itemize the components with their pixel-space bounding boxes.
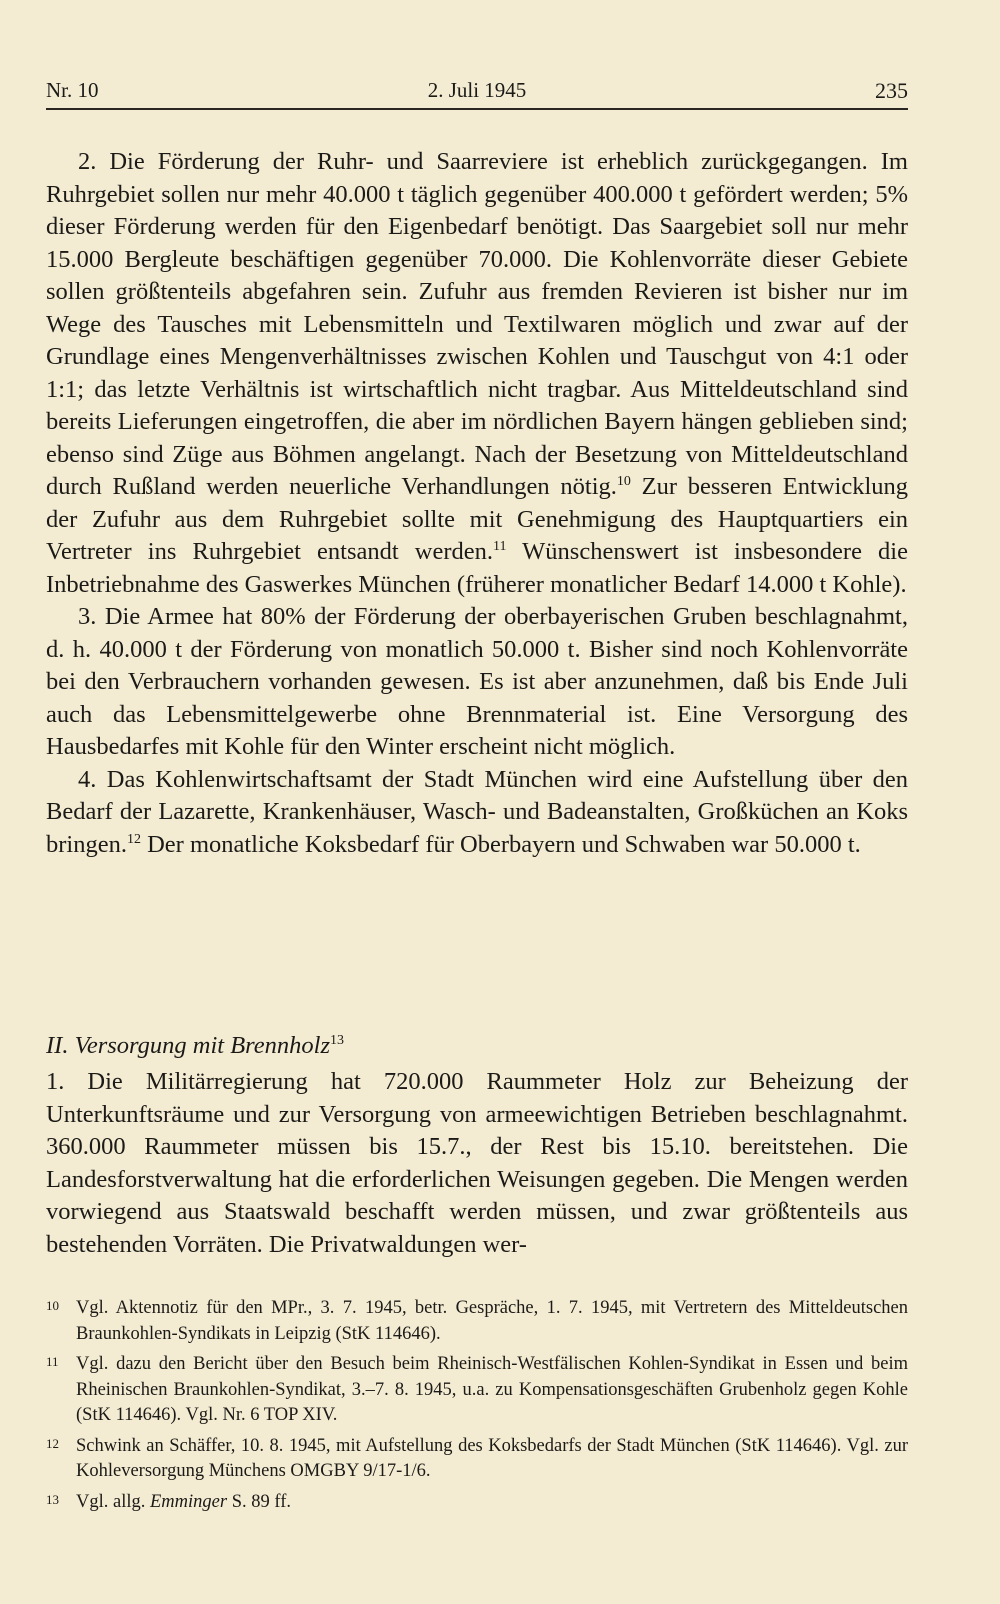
footnote-10 (46, 1296, 908, 1347)
footnote-text-end: S. 89 ff. (227, 1491, 291, 1512)
footnote-number: 13 (46, 1491, 59, 1507)
footnote-ref-11: 11 (493, 539, 507, 554)
footnote-text (76, 1492, 291, 1512)
paragraph-2-text: 2. Die Förderung der Ruhr- und Saarreviere ist erheblich zurückgegangen. Im Ruhrgebiet sollen nur mehr 40.000 t täglich gegenüber 400.000 t gefördert werden; 5% dieser Förderung werden für den Eigenbedarf benötigt. Das Saargebiet soll nur mehr 15.000 Bergleute beschäftigen gegenüber 70.000. Die Kohlenvorräte dieser Gebiete sollen größtenteils abgefahren sein. Zufuhr aus fremden Revieren ist bisher nur im Wege des Tausches mit Lebensmitteln und Textilwaren möglich und zwar auf der Grundlage eines Mengenverhältnisses zwischen Kohlen und Tauschgut von 4:1 oder 1:1; das letzte Verhältnis ist wirtschaftlich nicht tragbar. Aus Mitteldeutschland sind bereits Lieferungen eingetroffen, die aber im nördlichen Bayern hängen geblieben sind; ebenso sind Züge aus Böhmen angelangt. Nach der Besetzung von Mitteldeutschland durch Rußland werden neuerliche Verhandlungen nötig. (46, 148, 908, 500)
footnote-number: 12 (46, 1435, 59, 1451)
paragraph-2-continued: Zur besseren Entwicklung der Zufuhr aus dem Ruhrgebiet sollte mit Genehmigung des Hauptquartiers ein Vertreter ins Ruhrgebiet entsandt werden. (46, 473, 908, 565)
paragraph-4-text: 4. Das Kohlenwirtschaftsamt der Stadt München wird eine Aufstellung über den Bedarf der Lazarette, Krankenhäuser, Wasch- und Badeanstalten, Großküchen an Koks bringen. (46, 765, 908, 858)
section-ii-paragraph-1: 1. Die Militärregierung hat 720.000 Raummeter Holz zur Beheizung der Unterkunftsräume und zur Versorgung von armeewichtigen Betrieben beschlagnahmt. 360.000 Raummeter müssen bis 15.7., der Rest bis 15.10. bereitstehen. Die Landesforstverwaltung hat die erforderlichen Weisungen gegeben. Die Mengen werden vorwiegend aus Staatswald beschafft werden müssen, und zwar größtenteils aus bestehenden Vorräten. Die Privatwaldungen wer- (46, 1068, 908, 1258)
paragraph-4 (46, 764, 908, 862)
footnote-author: Emminger (150, 1491, 228, 1512)
footnote-12 (46, 1434, 908, 1485)
page-number: 235 (875, 78, 908, 103)
section-heading (46, 1032, 908, 1060)
main-text (46, 146, 908, 861)
footnote-13 (46, 1490, 908, 1516)
paragraph-2-end: Wünschenswert ist insbesondere die Inbetriebnahme des Gaswerkes München (früherer monatlicher Bedarf 14.000 t Kohle). (46, 538, 908, 598)
section-heading-text: II. Versorgung mit Brennholz (46, 1032, 330, 1059)
running-header (46, 78, 908, 110)
footnote-text: Vgl. dazu den Bericht über den Besuch beim Rheinisch-Westfälischen Kohlen-Syndikat in Essen und beim Rheinischen Braunkohlen-Syndikat, 3.–7. 8. 1945, u.a. zu Kompensationsgeschäften Grubenholz gegen Kohle (StK 114646). Vgl. Nr. 6 TOP XIV. (76, 1354, 908, 1425)
section-ii-text (46, 1066, 908, 1261)
footnote-11 (46, 1352, 908, 1429)
footnote-text: Schwink an Schäffer, 10. 8. 1945, mit Aufstellung des Koksbedarfs der Stadt München (StK 114646). Vgl. zur Kohleversorgung Münchens OMGBY 9/17-1/6. (76, 1435, 908, 1481)
document-number: Nr. 10 (46, 78, 99, 102)
footnote-text-start: Vgl. allg. (76, 1491, 150, 1512)
paragraph-2 (46, 146, 908, 601)
footnote-ref-13: 13 (330, 1033, 344, 1048)
header-date: 2. Juli 1945 (427, 78, 527, 102)
footnote-ref-10: 10 (616, 474, 631, 489)
footnotes (46, 1296, 908, 1520)
footnote-text: Vgl. Aktennotiz für den MPr., 3. 7. 1945, betr. Gespräche, 1. 7. 1945, mit Vertretern des Mitteldeutschen Braunkohlen-Syndikats in Leipzig (StK 114646). (76, 1298, 908, 1344)
footnote-number: 11 (46, 1354, 59, 1369)
paragraph-4-end: Der monatliche Koksbedarf für Oberbayern und Schwaben war 50.000 t. (140, 830, 861, 858)
footnote-ref-12: 12 (126, 831, 141, 847)
paragraph-3: 3. Die Armee hat 80% der Förderung der oberbayerischen Gruben beschlagnahmt, d. h. 40.000 t der Förderung von monatlich 50.000 t. Bisher sind noch Kohlenvorräte bei den Verbrauchern vorhanden gewesen. Es ist aber anzunehmen, daß bis Ende Juli auch das Lebensmittelgewerbe ohne Brennmaterial ist. Eine Versorgung des Hausbedarfes mit Kohle für den Winter erscheint nicht möglich. (46, 603, 908, 760)
footnote-number: 10 (46, 1298, 59, 1313)
